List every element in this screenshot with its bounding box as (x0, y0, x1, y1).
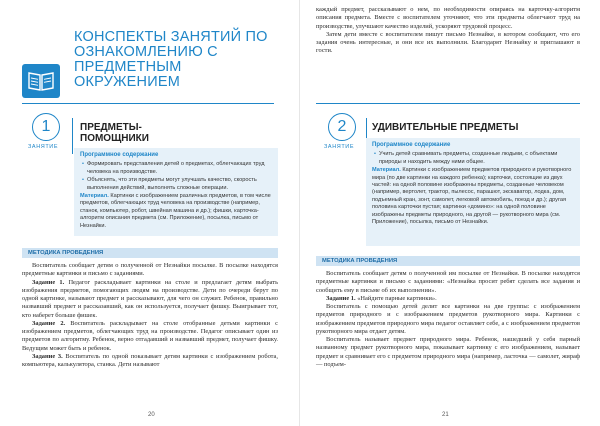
method-heading: МЕТОДИКА ПРОВЕДЕНИЯ (316, 256, 580, 266)
lesson-word: ЗАНЯТИЕ (28, 144, 59, 150)
program-box (74, 148, 278, 236)
lesson-title-line1: УДИВИТЕЛЬНЫЕ ПРЕДМЕТЫ (372, 122, 519, 133)
right-page (300, 0, 600, 426)
body-paragraph (22, 279, 278, 320)
paragraph-text: Воспитатель сообщает детям о полученной им посылке от Незнайки. В посылке находятся предметные картинки и письмо с заданиями: «Незнайка просит ребят сделать все задания и сообщить ему в письме об их выполнении». (316, 270, 580, 294)
program-heading: Программное содержание (80, 152, 159, 158)
materials-label: Материал. (372, 167, 401, 174)
method-body (22, 262, 278, 369)
body-paragraph: Затем дети вместе с воспитателем пишут письмо Незнайке, в котором сообщают, что его задания очень интересные, и они все их выполнили. Благодарят Незнайку и приглашают в гости. (316, 30, 580, 55)
body-paragraph (316, 295, 580, 303)
program-item: • Учить детей сравнивать предметы, созданные людьми, с объектами природы и находить между ними общее. (372, 151, 574, 166)
materials-paragraph (372, 167, 574, 226)
lesson-title-line2: ПОМОЩНИКИ (80, 133, 149, 144)
lesson-number-badge: 1 (32, 113, 60, 141)
body-paragraph (316, 336, 580, 369)
task-label: Задание 1. (326, 294, 356, 302)
page-number: 20 (148, 412, 155, 418)
intro-text (316, 6, 580, 56)
method-heading: МЕТОДИКА ПРОВЕДЕНИЯ (22, 248, 278, 258)
lesson-word: ЗАНЯТИЕ (324, 144, 355, 150)
open-book-icon (22, 64, 60, 98)
lesson-title-line1: ПРЕДМЕТЫ- (80, 122, 142, 133)
task-label: Задание 1. (32, 278, 65, 286)
materials-text: Картинки с изображением предметов природного и рукотворного мира (по две картинки на каждого ребенка); карточки, состоящие из двух частей: на одной половине изображены предметы, созданные человеком (например, вертолет, трактор, пылесос, парашют, экскаватор, лодка, дом, подъемный кран, зонт, самолет, легковой автомобиль, поезд и др.); другая половина карточки пустая; картинки «домино»: на одной половине изображены предметы природного, на другой — рукотворного мира (см. Приложение), посылка, письмо от Незнайки. (372, 167, 572, 226)
body-paragraph (22, 353, 278, 370)
lesson-title (80, 122, 149, 144)
paragraph-text: Воспитатель сообщает детям о полученной от Незнайки посылке. В посылке находятся предметные картинки и письмо с заданиями. (22, 262, 278, 278)
task-label: Задание 2. (32, 319, 66, 327)
program-box (366, 138, 580, 246)
program-item: • Объяснять, что эти предметы могут улучшать качество, скорость выполнения действий, выполнять сложные операции. (80, 177, 272, 192)
lesson-number-badge: 2 (328, 113, 356, 141)
divider-line (22, 103, 274, 104)
divider-line (316, 103, 580, 104)
body-paragraph (22, 320, 278, 353)
chapter-title: КОНСПЕКТЫ ЗАНЯТИЙ ПО ОЗНАКОМЛЕНИЮ С ПРЕДМЕТНЫМ ОКРУЖЕНИЕМ (74, 29, 268, 90)
program-item: • Формировать представления детей о предметах, облегчающих труд человека на производстве. (80, 161, 272, 176)
body-paragraph (316, 303, 580, 336)
paragraph-text: Воспитатель по одной показывает детям картинки с изображением робота, компьютера, калькулятора, станка. Дети называют (22, 352, 278, 368)
paragraph-text: Воспитатель с помощью детей делит все картинки на две группы: с изображением предметов природного и с изображением предметов рукотворного мира. Картинки с изображением предметов природного мира педагог оставляет себе, а с изображением предметов рукотворного мира отдает детям. (316, 303, 580, 335)
method-body (316, 270, 580, 369)
body-paragraph (316, 270, 580, 295)
body-paragraph (22, 262, 278, 279)
materials-paragraph (80, 193, 272, 230)
lesson-title (372, 122, 518, 133)
task-label: Задание 3. (32, 352, 63, 360)
body-paragraph: каждый предмет, рассказывают о нем, по необходимости опираясь на карточку-алгоритм описания предмета. Вместе с воспитателем уточняют, что эти предметы облегчают труд на производстве, улучшают качество изделий, ускоряют трудовой процесс. (316, 6, 580, 30)
page-number: 21 (442, 412, 449, 418)
paragraph-text: «Найдите парные картинки». (355, 294, 437, 302)
paragraph-text: Воспитатель раскладывает на столе отобранные детьми картинки с изображением предметов, облегчающих труд на производстве. Педагог описывает один из предметов по алгоритму. Ребенок, верно отгадавший и назвавший предмет, получает фишку. Ведущим может быть и ребенок. (22, 319, 278, 352)
materials-text: Картинки с изображением различных предметов, в том числе предметов, облегчающих труд человека на производстве (например, станок, компьютер, робот, швейная машина и др.); фишки, карточка-алгоритм описания предмета (см. Приложение), посылка, письмо от Незнайки. (80, 193, 271, 229)
paragraph-text: Воспитатель называет предмет природного мира. Ребенок, нашедший у себя парный названному предмет рукотворного мира, показывает картинку с его изображением, называет предмет и сравнивает его с предметом природного мира (например, ласточка — самолет, жираф — подъем- (316, 336, 580, 368)
lesson-separator (72, 118, 73, 154)
program-heading: Программное содержание (372, 142, 451, 148)
materials-label: Материал. (80, 193, 109, 200)
paragraph-text: Педагог раскладывает картинки на столе и предлагает детям выбрать изображения предметов, помогающих людям на производстве. Дети по очереди берут по одной картинке, называют предмет и рассказывают, для чего он служит. Ребенок, правильно назвавший предмет и рассказавший, как он используется, получает фишку. Выигрывает тот, кто наберет больше фишек. (22, 278, 278, 319)
